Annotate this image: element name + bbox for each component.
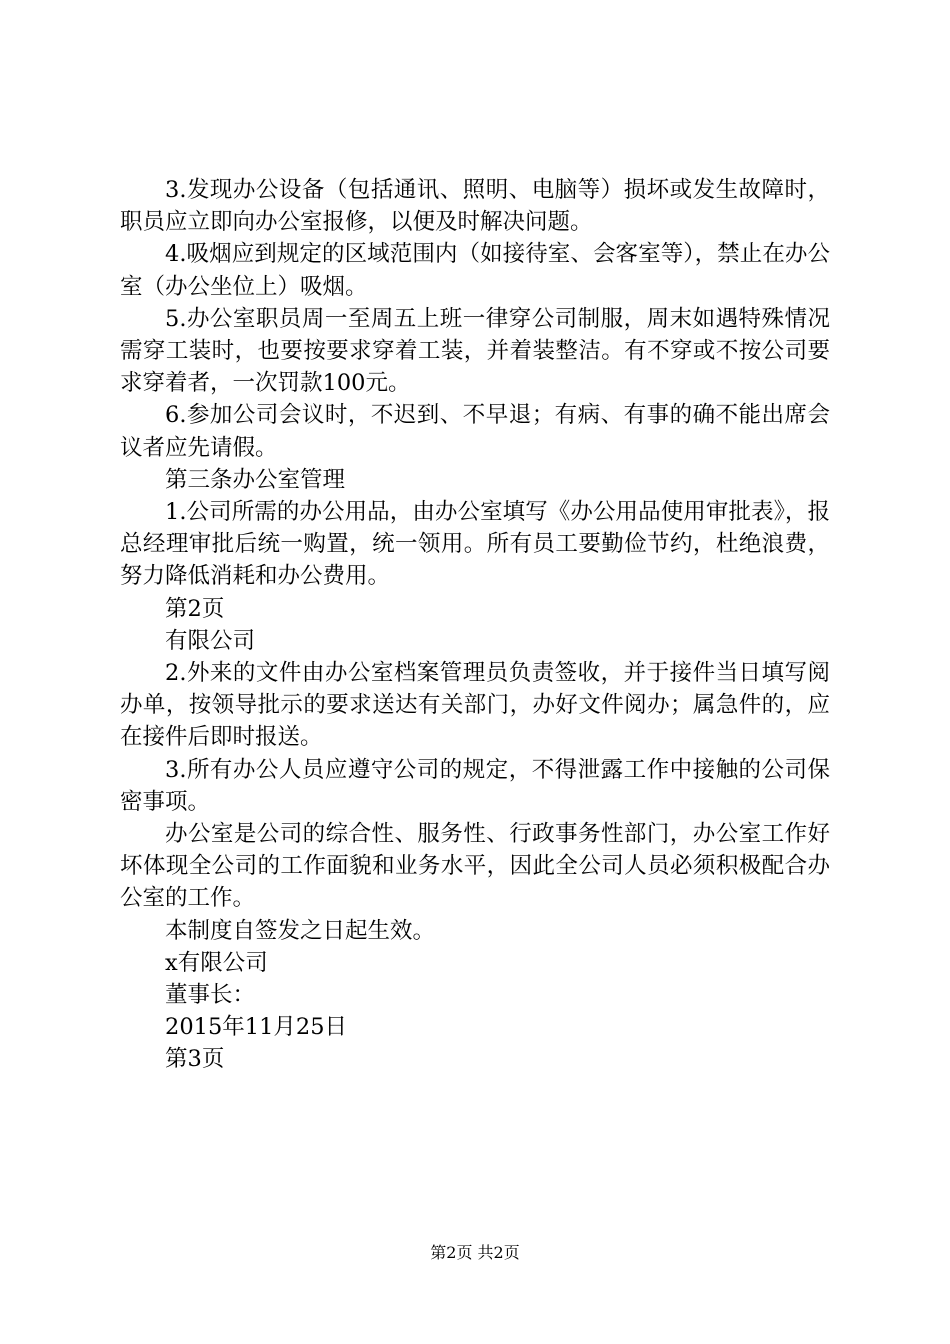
document-body [120,174,830,1076]
page-footer: 第2页 共2页 [430,1243,520,1262]
signature-date: 2015年11月25日 [165,1014,348,1041]
paragraph-office-supplies: 1.公司所需的办公用品，由办公室填写《办公用品使用审批表》，报总经理审批后统一购置，统一领用。所有员工要勤俭节约，杜绝浪费，努力降低消耗和办公费用。 [120,499,830,590]
paragraph-incoming-documents: 2.外来的文件由办公室档案管理员负责签收，并于接件当日填写阅办单，按领导批示的要求送达有关部门，办好文件阅办；属急件的，应在接件后即时报送。 [120,660,830,751]
paragraph-uniform-rule: 5.办公室职员周一至周五上班一律穿公司制服，周末如遇特殊情况需穿工装时，也要按要求穿着工装，并着装整洁。有不穿或不按公司要求穿着者，一次罚款100元。 [120,305,830,397]
signature-company-name: x有限公司 [165,949,268,976]
paragraph-smoking-rule: 4.吸烟应到规定的区域范围内（如接待室、会客室等），禁止在办公室（办公坐位上）吸烟。 [120,241,830,300]
paragraph-meeting-rule: 6.参加公司会议时，不迟到、不早退；有病、有事的确不能出席会议者应先请假。 [120,402,830,461]
signature-chairman: 董事长： [165,982,256,1009]
inline-company-header: 有限公司 [165,627,256,654]
paragraph-confidentiality: 3.所有办公人员应遵守公司的规定，不得泄露工作中接触的公司保密事项。 [120,756,830,815]
paragraph-office-role: 办公室是公司的综合性、服务性、行政事务性部门，办公室工作好坏体现全公司的工作面貌和业务水平，因此全公司人员必须积极配合办公室的工作。 [120,821,830,912]
paragraph-equipment-repair: 3.发现办公设备（包括通讯、照明、电脑等）损坏或发生故障时，职员应立即向办公室报修，以便及时解决问题。 [120,177,830,236]
paragraph-effective-date: 本制度自签发之日起生效。 [165,917,436,944]
section-heading-office-management: 第三条办公室管理 [165,466,346,493]
inline-page-number-3: 第3页 [165,1046,225,1073]
inline-page-number-2: 第2页 [165,595,225,622]
